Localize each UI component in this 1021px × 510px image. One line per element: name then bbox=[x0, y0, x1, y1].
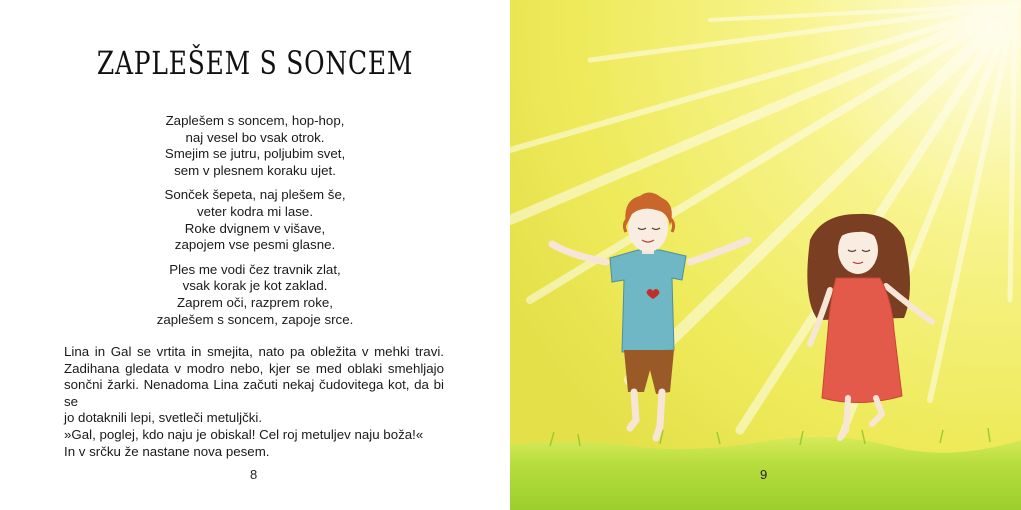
poem-stanza bbox=[60, 113, 450, 179]
poem-line: vsak korak je kot zaklad. bbox=[182, 278, 328, 294]
poem bbox=[60, 113, 450, 336]
page-number-left: 8 bbox=[250, 467, 258, 482]
page-number-right: 9 bbox=[760, 467, 768, 482]
illustration bbox=[510, 0, 1021, 510]
poem-line: zapojem vse pesmi glasne. bbox=[174, 237, 336, 253]
prose-line: sončni žarki. Nenadoma Lina začuti nekaj čudovitega kot, da bi se bbox=[64, 377, 444, 409]
prose-line: In v srčku že nastane nova pesem. bbox=[64, 443, 270, 459]
poem-stanza bbox=[60, 187, 450, 253]
poem-line: Zaplešem s soncem, hop-hop, bbox=[165, 113, 345, 128]
prose-line: Zadihana gledata v modro nebo, kjer se med oblaki smehljajo bbox=[64, 360, 444, 376]
page-title: ZAPLEŠEM S SONCEM bbox=[96, 44, 414, 82]
prose-line: Lina in Gal se vrtita in smejita, nato pa obležita v mehki travi. bbox=[64, 344, 444, 359]
right-page bbox=[510, 0, 1021, 510]
poem-line: zaplešem s soncem, zapoje srce. bbox=[156, 311, 354, 327]
poem-line: sem v plesnem koraku ujet. bbox=[174, 162, 336, 178]
left-page bbox=[0, 0, 510, 510]
poem-line: Zaprem oči, razprem roke, bbox=[177, 294, 333, 310]
poem-line: naj vesel bo vsak otrok. bbox=[185, 129, 325, 145]
poem-line: veter kodra mi lase. bbox=[196, 203, 314, 219]
poem-line: Sonček šepeta, naj plešem še, bbox=[164, 187, 346, 203]
prose-line: jo dotaknili lepi, svetleči metuljčki. bbox=[64, 410, 263, 426]
poem-line: Roke dvignem v višave, bbox=[184, 220, 326, 236]
poem-line: Smejim se jutru, poljubim svet, bbox=[164, 146, 346, 162]
poem-line: Ples me vodi čez travnik zlat, bbox=[169, 261, 341, 277]
poem-stanza bbox=[60, 262, 450, 328]
prose-line: »Gal, poglej, kdo naju je obiskal! Cel roj metuljev naju boža!« bbox=[64, 426, 424, 442]
story-paragraph bbox=[64, 344, 444, 460]
